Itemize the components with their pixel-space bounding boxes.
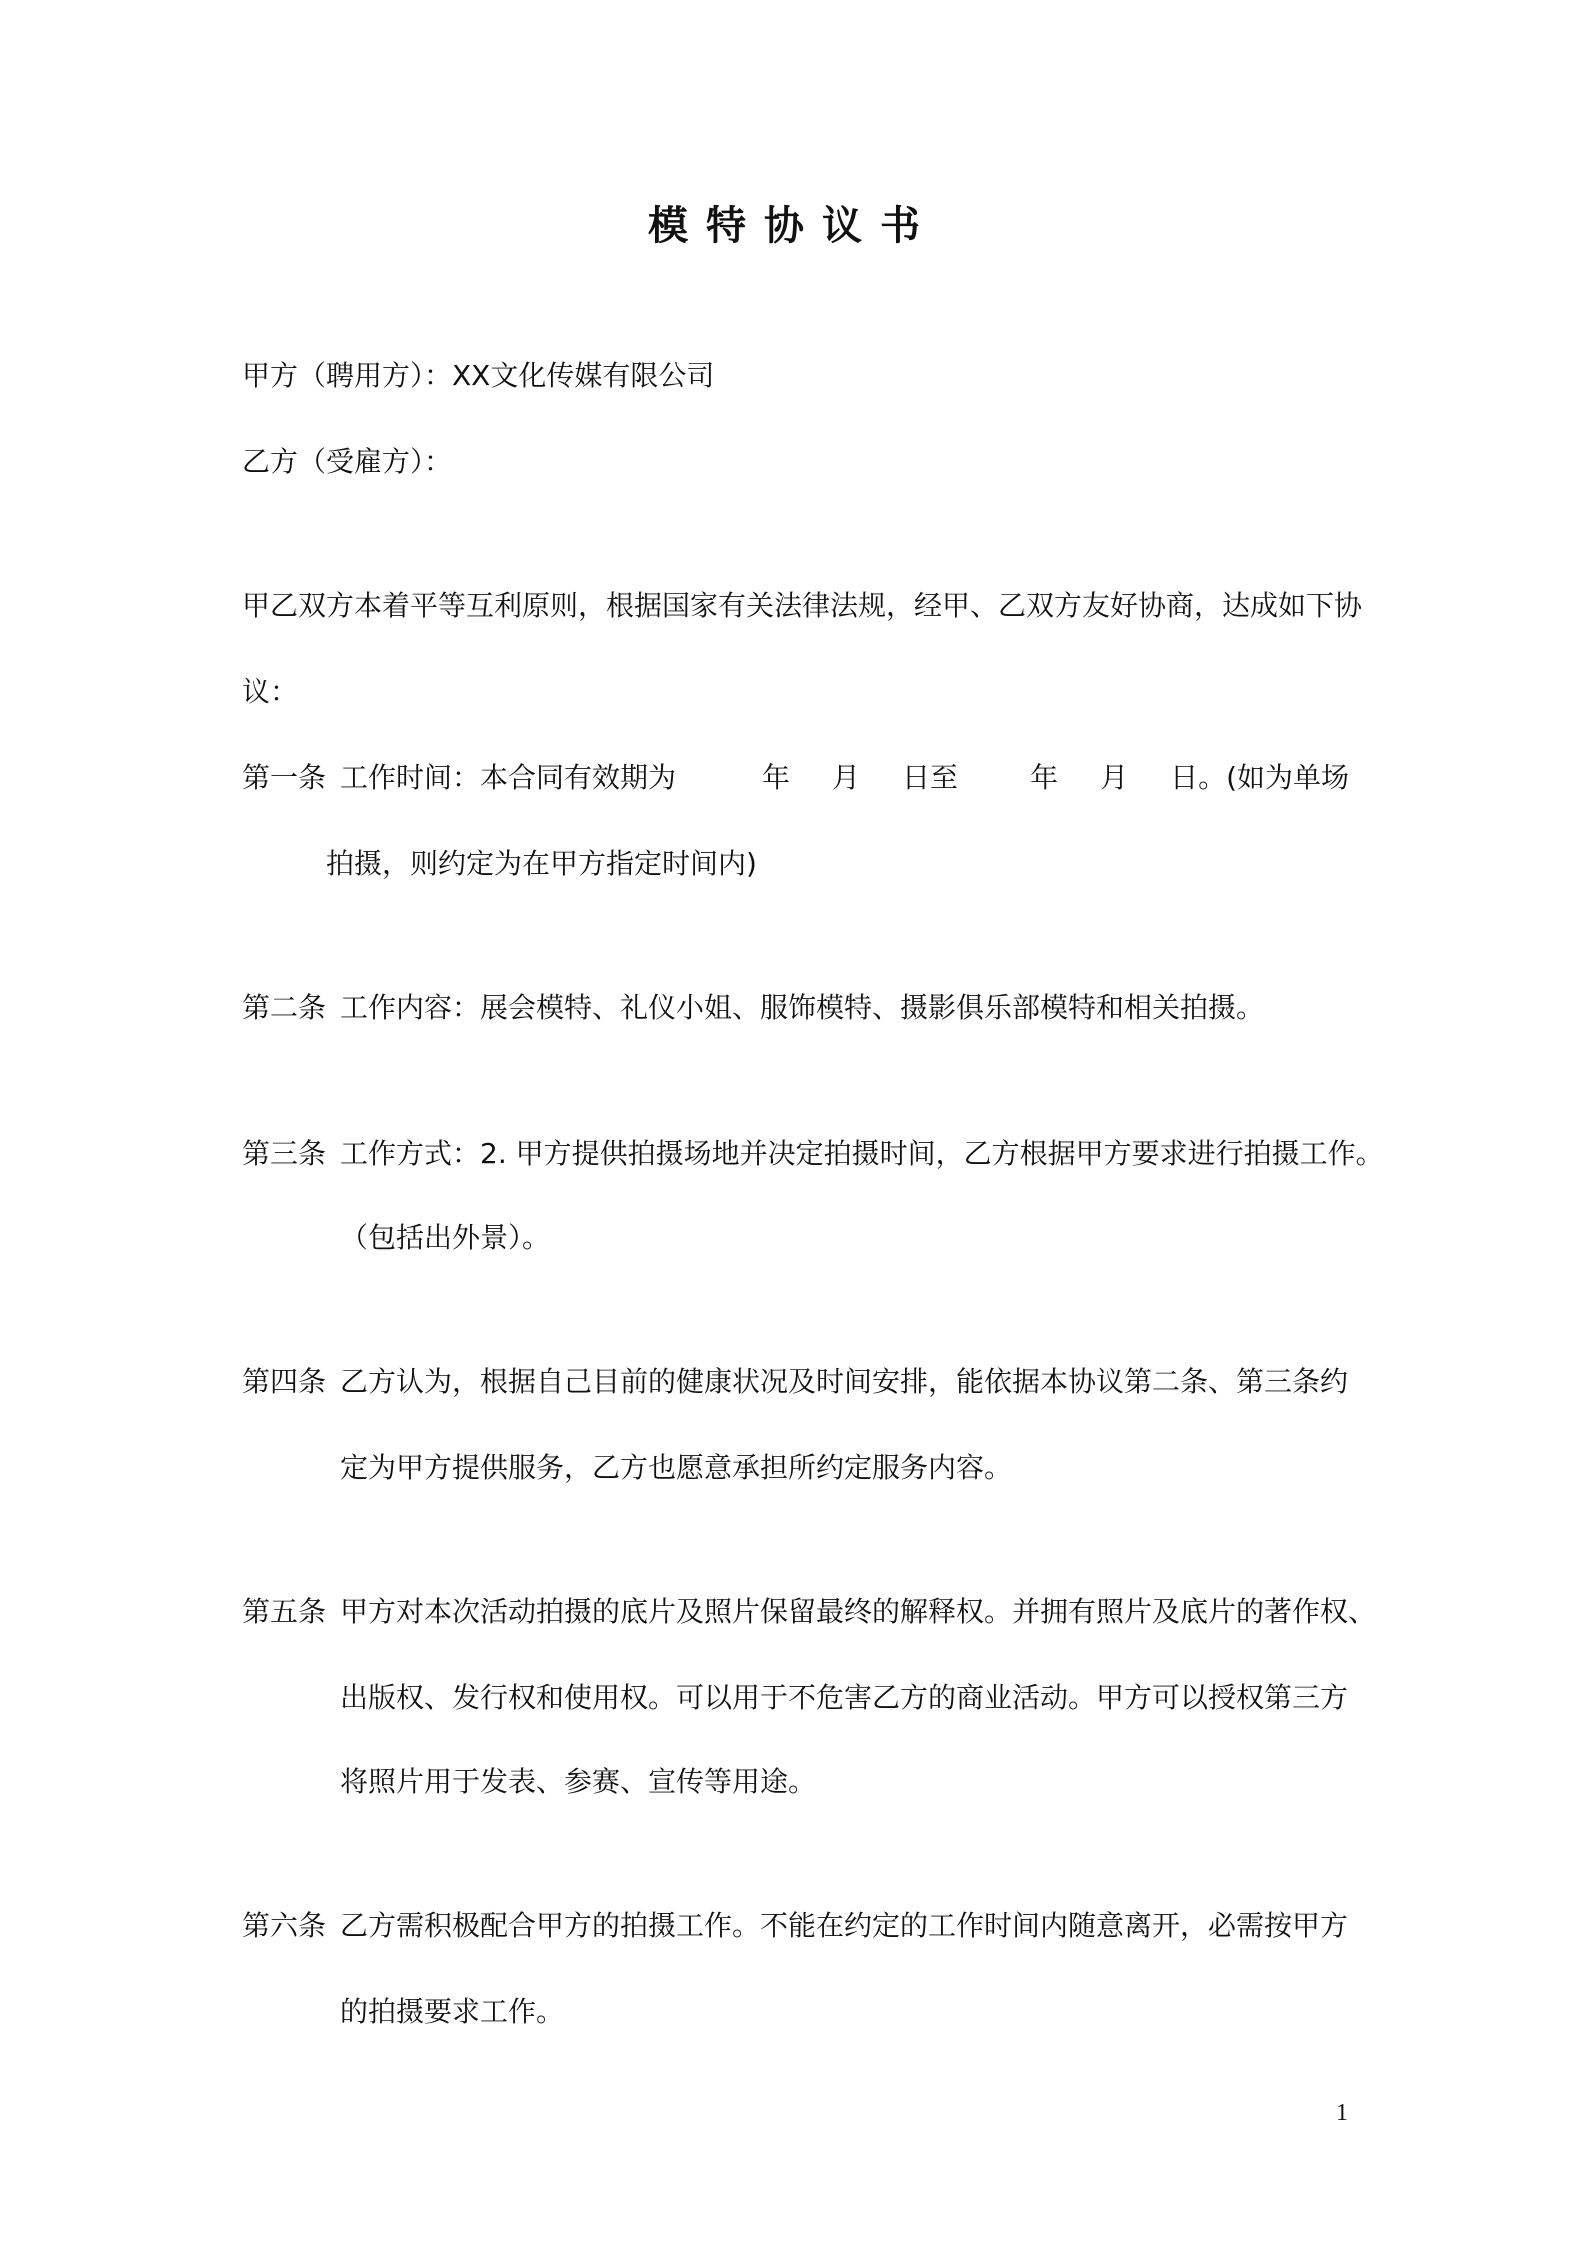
article-5-line-1 (242, 1592, 1376, 1632)
party-a: 甲方（聘用方）：XX文化传媒有限公司 (242, 359, 715, 392)
article-5-line-3: 将照片用于发表、参赛、宣传等用途。 (340, 1765, 817, 1798)
article-3-line-2: （包括出外景）。 (340, 1221, 551, 1254)
article-3-text: 工作方式：2. 甲方提供拍摄场地并决定拍摄时间，乙方根据甲方要求进行拍摄工作。 (340, 1137, 1384, 1170)
article-3-label: 第三条 (242, 1137, 327, 1170)
article-6-label: 第六条 (242, 1909, 327, 1942)
article-1-line-1 (242, 758, 1349, 798)
article-6-line-2: 的拍摄要求工作。 (340, 1995, 565, 2028)
article-1-day-end: 日。(如为单场 (1170, 761, 1350, 794)
article-5-label: 第五条 (242, 1595, 327, 1628)
article-1-year-1: 年 (762, 761, 791, 794)
article-1-text-a: 工作时间：本合同有效期为 (340, 761, 677, 794)
article-1-year-2: 年 (1030, 761, 1059, 794)
article-1-month-1: 月 (832, 761, 861, 794)
article-5-text: 甲方对本次活动拍摄的底片及照片保留最终的解释权。并拥有照片及底片的著作权、 (340, 1595, 1377, 1628)
article-3-line-1 (242, 1134, 1384, 1174)
article-1-line-2: 拍摄，则约定为在甲方指定时间内) (326, 847, 757, 880)
article-2-label: 第二条 (242, 991, 327, 1024)
page-title: 模特协议书 (648, 203, 938, 249)
article-1-day-to: 日至 (902, 761, 959, 794)
article-2-text: 工作内容：展会模特、礼仪小姐、服饰模特、摄影俱乐部模特和相关拍摄。 (340, 991, 1265, 1024)
article-1-month-2: 月 (1100, 761, 1129, 794)
article-4-line-2: 定为甲方提供服务，乙方也愿意承担所约定服务内容。 (340, 1451, 1013, 1484)
preamble-line-1: 甲乙双方本着平等互利原则，根据国家有关法律法规，经甲、乙双方友好协商，达成如下协 (242, 589, 1363, 622)
article-5-line-2: 出版权、发行权和使用权。可以用于不危害乙方的商业活动。甲方可以授权第三方 (340, 1681, 1349, 1714)
article-2-line-1 (242, 988, 1264, 1028)
article-4-line-1 (242, 1362, 1348, 1402)
article-4-label: 第四条 (242, 1365, 327, 1398)
party-b: 乙方（受雇方）： (242, 445, 453, 478)
article-6-text: 乙方需积极配合甲方的拍摄工作。不能在约定的工作时间内随意离开，必需按甲方 (340, 1909, 1349, 1942)
article-4-text: 乙方认为，根据自己目前的健康状况及时间安排，能依据本协议第二条、第三条约 (340, 1365, 1349, 1398)
article-6-line-1 (242, 1906, 1348, 1946)
page-number: 1 (1336, 2100, 1348, 2126)
article-1-label: 第一条 (242, 761, 327, 794)
preamble-line-2: 议： (242, 675, 299, 708)
